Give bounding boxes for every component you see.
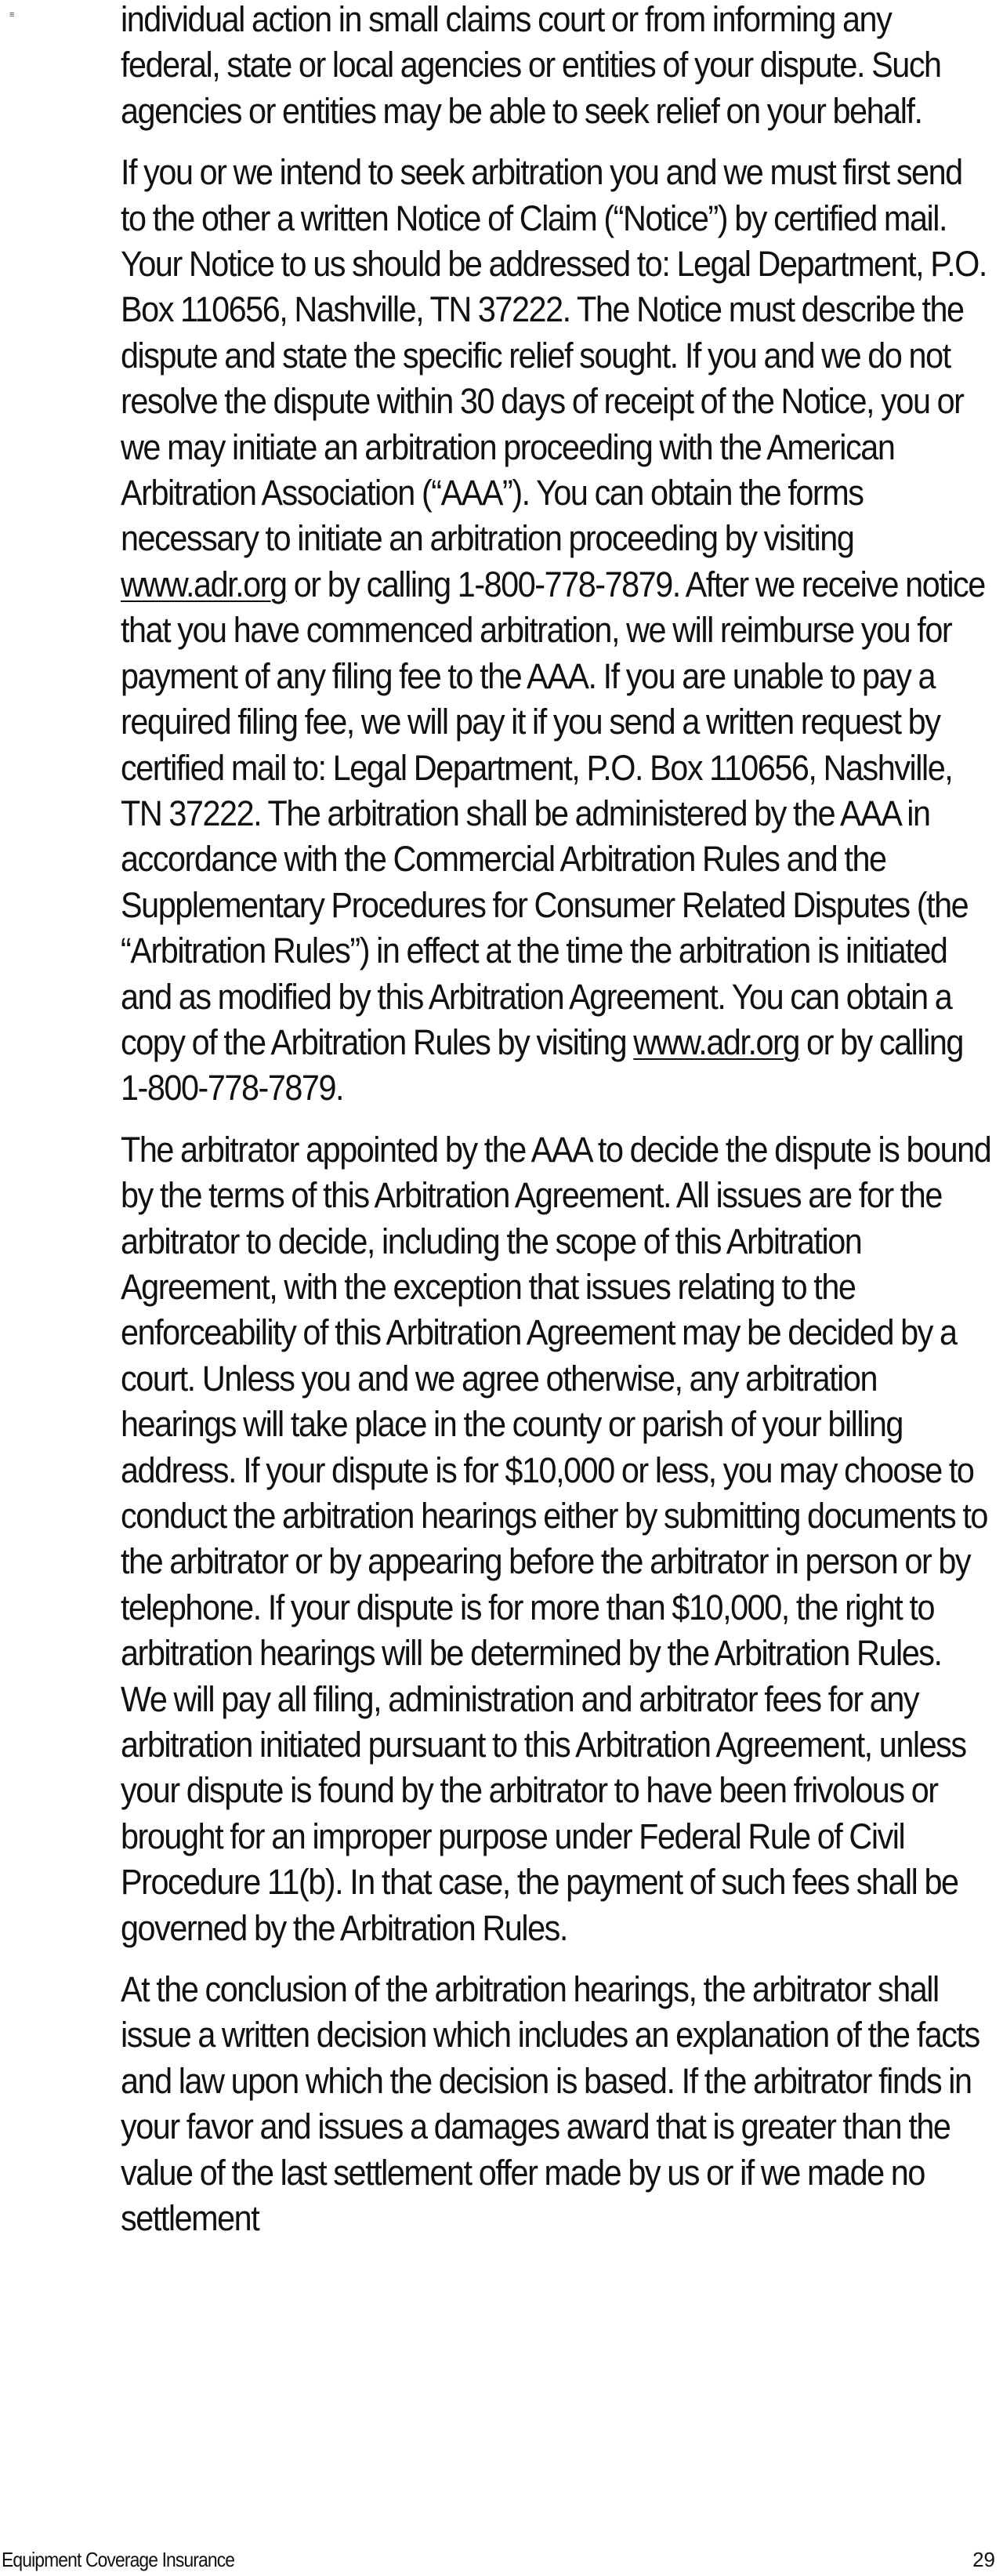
adr-link-1[interactable]: www.adr.org <box>121 564 287 604</box>
page-number: 29 <box>972 2548 995 2571</box>
document-body <box>121 0 992 2258</box>
page-footer <box>0 2548 1003 2571</box>
paragraph-small-claims: individual action in small claims court or from informing any federal, state or local agencies or entities of your dispute. Such agencies or entities may be able to seek relief on your behalf. <box>121 0 941 131</box>
footer-title: Equipment Coverage Insurance <box>2 2548 235 2571</box>
notice-text-part-2: or by calling 1-800-778-7879. After we receive notice that you have commenced arbitration, we will reimburse you for payment of any filing fee to the AAA. If you are unable to pay a required filing fee, we will pay it if you send a written request by certified mail to: Legal Department, P.O. Box 110656, Nashville, TN 37222. The arbitration shall be administered by the AAA in accordance with the Commercial Arbitration Rules and the Supplementary Procedures for Consumer Related Disputes (the “Arbitration Rules”) in effect at the time the arbitration is initiated and as modified by this Arbitration Agreement. You can obtain a copy of the Arbitration Rules by visiting <box>121 564 985 1062</box>
paragraph-conclusion: At the conclusion of the arbitration hearings, the arbitrator shall issue a written decision which includes an explanation of the facts and law upon which the decision is based. If the arbitrator finds in your favor and issues a damages award that is greater than the value of the last settlement offer made by us or if we made no settlement <box>121 1969 979 2239</box>
notice-text-part-1: If you or we intend to seek arbitration you and we must first send to the other a written Notice of Claim (“Notice”) by certified mail. Your Notice to us should be addressed to: Legal Department, P.O. Box 110656, Nashville, TN 37222. The Notice must describe the dispute and state the specific relief sought. If you and we do not resolve the dispute within 30 days of receipt of the Notice, you or we may initiate an arbitration proceeding with the American Arbitration Association (“AAA”). You can obtain the forms necessary to initiate an arbitration proceeding by visiting <box>121 152 987 559</box>
menu-icon: ≡ <box>9 10 15 20</box>
paragraph-arbitrator-bound: The arbitrator appointed by the AAA to decide the dispute is bound by the terms of this Arbitration Agreement. All issues are for the arbitrator to decide, including the scope of this Arbitration Agreement, with the exception that issues relating to the enforceability of this Arbitration Agreement may be decided by a court. Unless you and we agree otherwise, any arbitration hearings will take place in the county or parish of your billing address. If your dispute is for $10,000 or less, you may choose to conduct the arbitration hearings either by submitting documents to the arbitrator or by appearing before the arbitrator in person or by telephone. If your dispute is for more than $10,000, the right to arbitration hearings will be determined by the Arbitration Rules. We will pay all filing, administration and arbitrator fees for any arbitration initiated pursuant to this Arbitration Agreement, unless your dispute is found by the arbitrator to have been frivolous or brought for an improper purpose under Federal Rule of Civil Procedure 11(b). In that case, the payment of such fees shall be governed by the Arbitration Rules. <box>121 1129 991 1948</box>
notice-text-part-3: or by calling 1-800-778-7879. <box>121 1021 963 1108</box>
paragraph-notice-of-claim <box>121 150 992 1112</box>
adr-link-2[interactable]: www.adr.org <box>633 1021 799 1062</box>
